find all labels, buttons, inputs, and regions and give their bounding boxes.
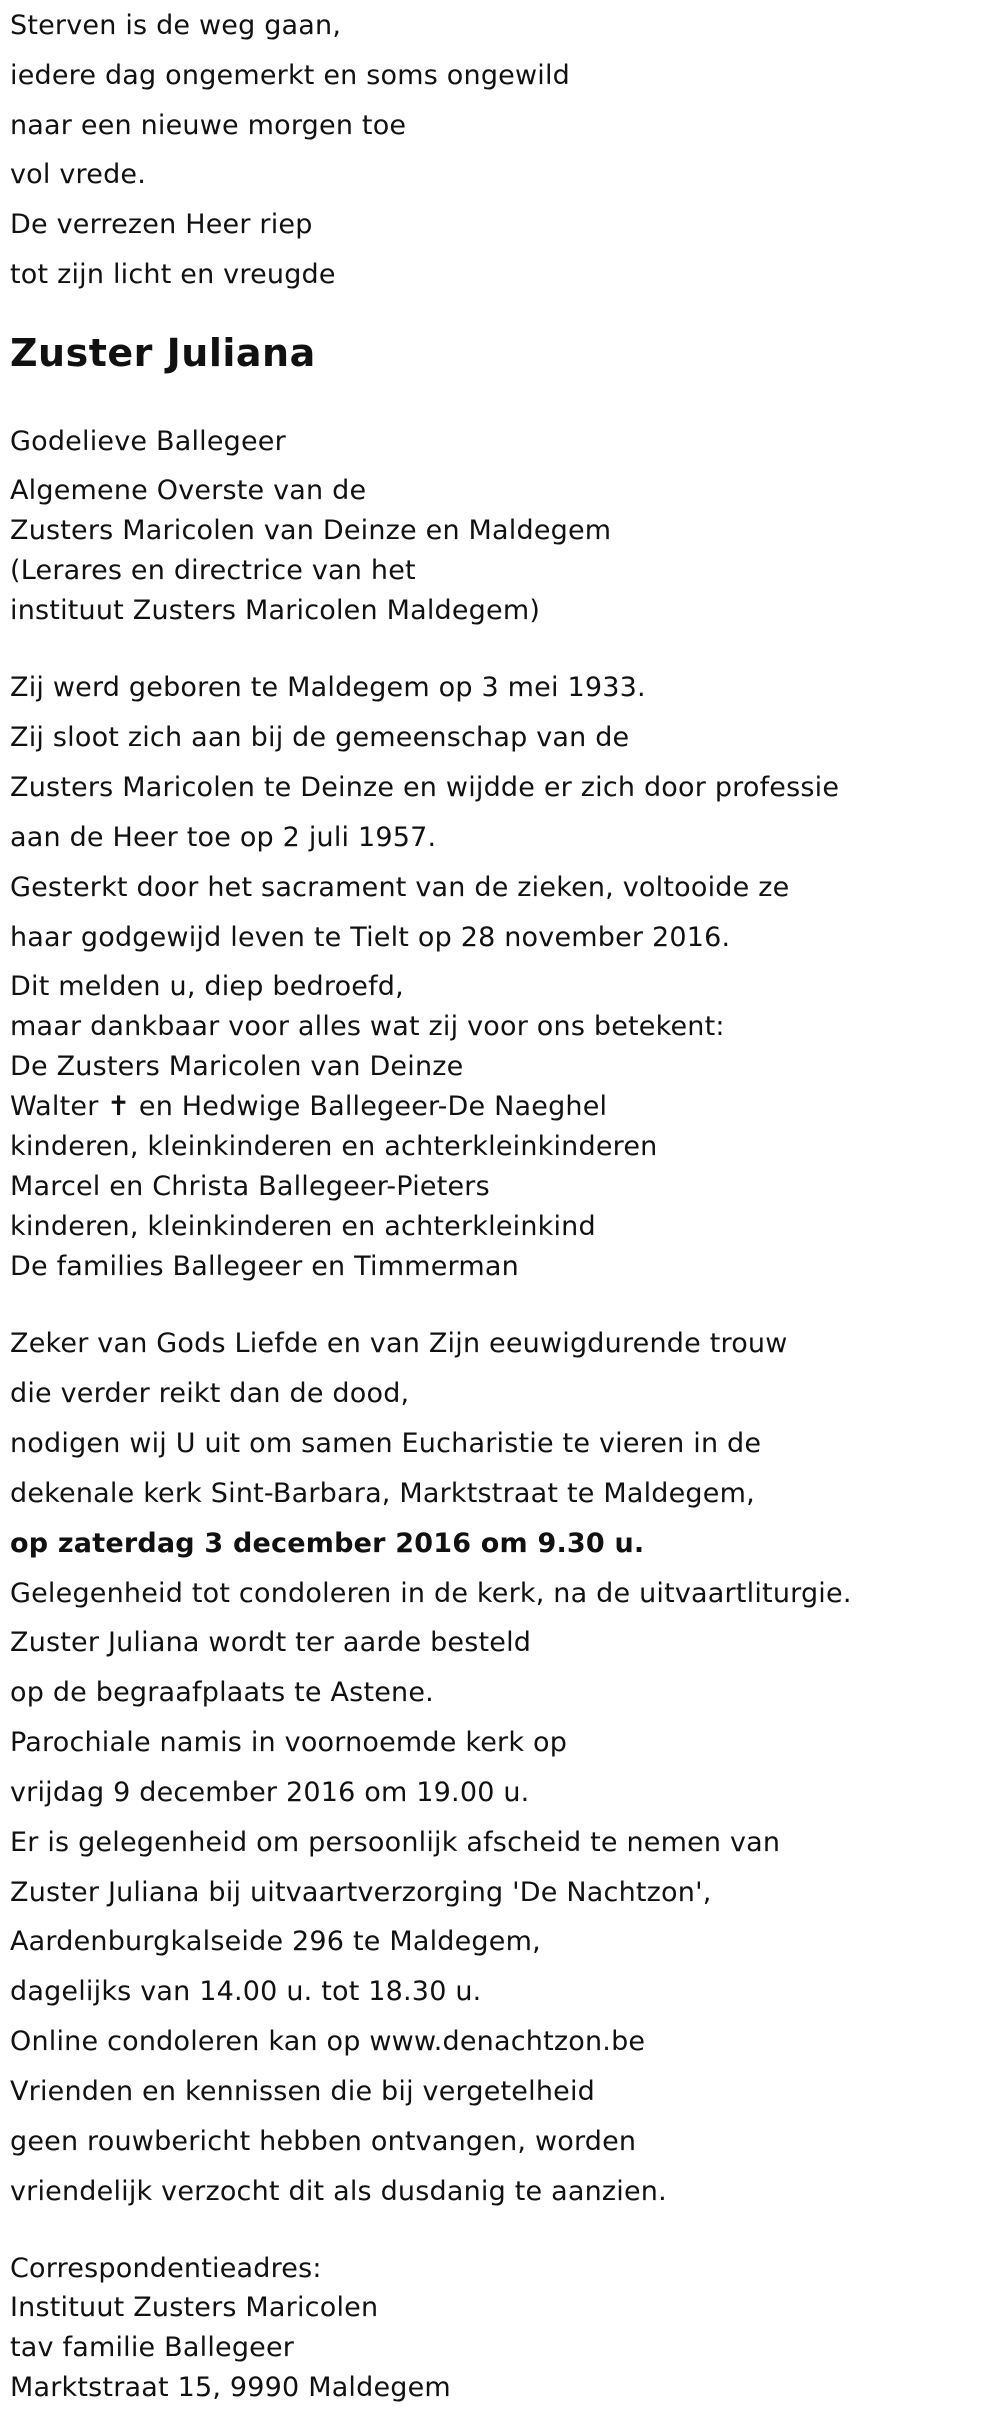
- poem-line: vol vrede.: [10, 159, 147, 190]
- announcer-line: maar dankbaar voor alles wat zij voor ons betekent:: [10, 1011, 725, 1042]
- identity-line: Godelieve Ballegeer: [10, 426, 286, 457]
- detail-line: vriendelijk verzocht dit als dusdanig te aanzien.: [10, 2176, 667, 2207]
- detail-line: op de begraafplaats te Astene.: [10, 1677, 434, 1708]
- biography-line: Zij sloot zich aan bij de gemeenschap van de: [10, 722, 630, 753]
- detail-line: Zuster Juliana bij uitvaartverzorging 'De Nachtzon',: [10, 1877, 712, 1908]
- poem-line: Sterven is de weg gaan,: [10, 10, 342, 41]
- detail-line: geen rouwbericht hebben ontvangen, worden: [10, 2126, 637, 2157]
- detail-line: Online condoleren kan op www.denachtzon.be: [10, 2026, 646, 2057]
- poem-line: tot zijn licht en vreugde: [10, 259, 336, 290]
- biography-line: haar godgewijd leven te Tielt op 28 november 2016.: [10, 922, 731, 953]
- poem-line: iedere dag ongemerkt en soms ongewild: [10, 60, 571, 91]
- correspondence-line: tav familie Ballegeer: [10, 2332, 295, 2363]
- announcer-line: Dit melden u, diep bedroefd,: [10, 971, 404, 1002]
- invitation-line: die verder reikt dan de dood,: [10, 1378, 410, 1409]
- announcer-line: kinderen, kleinkinderen en achterkleinkinderen: [10, 1131, 658, 1162]
- service-datetime: op zaterdag 3 december 2016 om 9.30 u.: [10, 1528, 645, 1559]
- announcer-line: kinderen, kleinkinderen en achterkleinkind: [10, 1211, 596, 1242]
- invitation-line: Zeker van Gods Liefde en van Zijn eeuwigdurende trouw: [10, 1328, 788, 1359]
- invitation-line: nodigen wij U uit om samen Eucharistie te vieren in de: [10, 1428, 762, 1459]
- announcer-line: Marcel en Christa Ballegeer-Pieters: [10, 1171, 490, 1202]
- poem-line: naar een nieuwe morgen toe: [10, 110, 407, 141]
- invitation-line: dekenale kerk Sint-Barbara, Marktstraat te Maldegem,: [10, 1478, 755, 1509]
- correspondence-line: Correspondentieadres:: [10, 2253, 322, 2284]
- identity-line: Algemene Overste van de: [10, 475, 367, 506]
- identity-line: Zusters Maricolen van Deinze en Maldegem: [10, 515, 612, 546]
- deceased-name-title: Zuster Juliana: [10, 331, 316, 375]
- correspondence-line: Instituut Zusters Maricolen: [10, 2292, 379, 2323]
- correspondence-line: Marktstraat 15, 9990 Maldegem: [10, 2372, 451, 2403]
- detail-line: Aardenburgkalseide 296 te Maldegem,: [10, 1926, 541, 1957]
- identity-line: instituut Zusters Maricolen Maldegem): [10, 595, 541, 626]
- detail-line: vrijdag 9 december 2016 om 19.00 u.: [10, 1777, 530, 1808]
- biography-line: Zusters Maricolen te Deinze en wijdde er zich door professie: [10, 772, 840, 803]
- detail-line: Vrienden en kennissen die bij vergetelheid: [10, 2076, 595, 2107]
- announcer-line: De families Ballegeer en Timmerman: [10, 1251, 519, 1282]
- identity-line: (Lerares en directrice van het: [10, 555, 416, 586]
- biography-line: Zij werd geboren te Maldegem op 3 mei 1933.: [10, 672, 646, 703]
- biography-line: aan de Heer toe op 2 juli 1957.: [10, 822, 437, 853]
- detail-line: Gelegenheid tot condoleren in de kerk, na de uitvaartliturgie.: [10, 1578, 852, 1609]
- detail-line: dagelijks van 14.00 u. tot 18.30 u.: [10, 1976, 482, 2007]
- announcer-line: Walter ✝ en Hedwige Ballegeer-De Naeghel: [10, 1091, 608, 1122]
- poem-line: De verrezen Heer riep: [10, 209, 313, 240]
- biography-line: Gesterkt door het sacrament van de zieken, voltooide ze: [10, 872, 790, 903]
- announcer-line: De Zusters Maricolen van Deinze: [10, 1051, 464, 1082]
- detail-line: Er is gelegenheid om persoonlijk afscheid te nemen van: [10, 1827, 781, 1858]
- detail-line: Zuster Juliana wordt ter aarde besteld: [10, 1627, 532, 1658]
- detail-line: Parochiale namis in voornoemde kerk op: [10, 1727, 568, 1758]
